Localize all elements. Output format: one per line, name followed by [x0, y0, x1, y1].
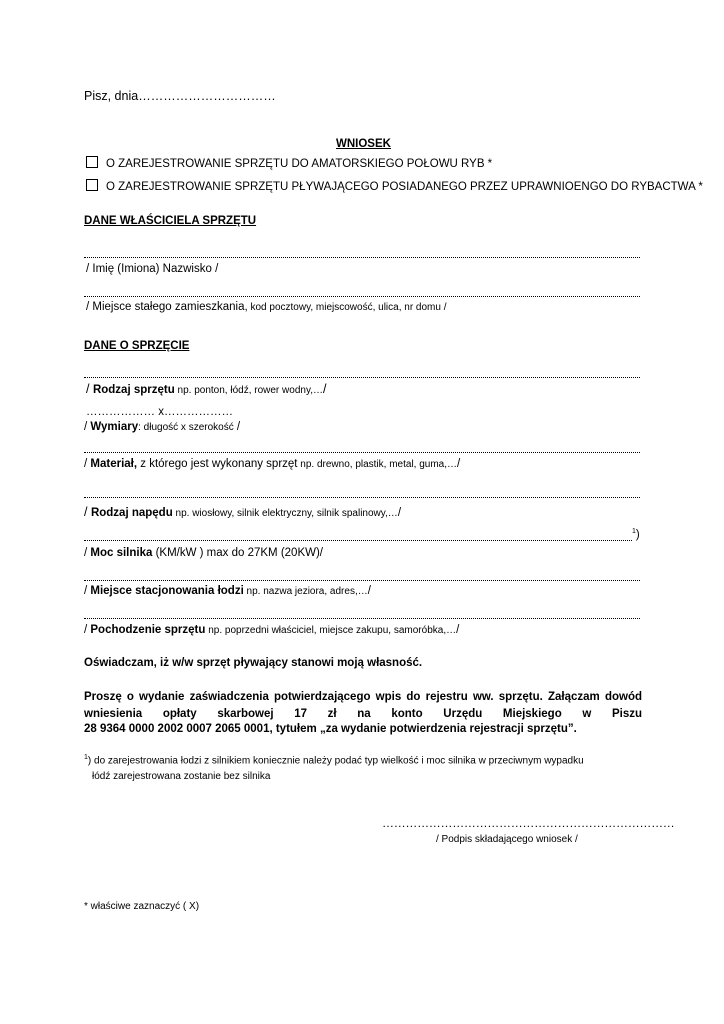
request-line-3: 28 9364 0000 2002 0007 2065 0001, tytułem „za wydanie potwierdzenia rejestracji sprzętu”.: [84, 723, 577, 735]
dimensions-field[interactable]: ……………… x………………: [86, 406, 233, 418]
option-fishery-equipment[interactable]: [86, 179, 703, 193]
address-label: / Miejsce stałego zamieszkania, kod pocztowy, miejscowość, ulica, nr domu /: [86, 301, 447, 313]
signature-field[interactable]: …………………………………………………………………: [382, 816, 675, 830]
footnote-line-2: łódź zarejestrowana zostanie bez silnika: [92, 771, 271, 782]
origin-field[interactable]: [84, 616, 640, 619]
signature-label: / Podpis składającego wniosek /: [436, 834, 578, 845]
power-label: / Moc silnika (KM/kW ) max do 27KM (20KW)/: [84, 547, 323, 559]
name-field[interactable]: [84, 255, 640, 258]
equipment-type-field[interactable]: [84, 375, 640, 378]
form-title: WNIOSEK: [336, 138, 391, 150]
checkbox-icon[interactable]: [86, 179, 98, 191]
footnote-line-1: $^1$) do zarejestrowania łodzi z silnikiem koniecznie należy podać typ wielkość i moc silnika w przeciwnym wypadku: [84, 754, 584, 767]
drive-field[interactable]: [84, 495, 640, 498]
power-footnote-ref: $^1$): [632, 528, 640, 541]
material-label: / Materiał, z którego jest wykonany sprzęt np. drewno, plastik, metal, guma,…/: [84, 458, 461, 470]
address-field[interactable]: [84, 294, 640, 297]
equipment-heading: DANE O SPRZĘCIE: [84, 340, 190, 352]
request-line-2: wniesienia opłaty skarbowej 17 zł na konto Urzędu Miejskiego w Piszu: [84, 708, 642, 720]
material-field[interactable]: [84, 450, 640, 453]
equipment-type-label: / Rodzaj sprzętu np. ponton, łódź, rower wodny,…/: [86, 382, 327, 396]
option-label: O ZAREJESTROWANIE SPRZĘTU PŁYWAJĄCEGO POSIADANEGO PRZEZ UPRAWNIOENGO DO RYBACTWA *: [106, 181, 703, 193]
origin-label: / Pochodzenie sprzętu np. poprzedni właściciel, miejsce zakupu, samoróbka,…/: [84, 624, 460, 636]
option-amateur-fishing[interactable]: [86, 156, 492, 170]
request-line-1: Proszę o wydanie zaświadczenia potwierdzającego wpis do rejestru ww. sprzętu. Załączam dowód: [84, 691, 642, 703]
ownership-declaration: Oświadczam, iż w/w sprzęt pływający stanowi moją własność.: [84, 657, 423, 669]
power-field[interactable]: [84, 538, 632, 541]
mooring-field[interactable]: [84, 578, 640, 581]
place-date: Pisz, dnia……………………………: [84, 89, 276, 103]
asterisk-note: * właściwe zaznaczyć ( X): [84, 901, 200, 912]
owner-heading: DANE WŁAŚCICIELA SPRZĘTU: [84, 215, 257, 227]
dimensions-label: / Wymiary: długość x szerokość /: [84, 421, 241, 433]
name-label: / Imię (Imiona) Nazwisko /: [86, 263, 219, 275]
checkbox-icon[interactable]: [86, 156, 98, 168]
option-label: O ZAREJESTROWANIE SPRZĘTU DO AMATORSKIEGO POŁOWU RYB *: [106, 158, 493, 170]
mooring-label: / Miejsce stacjonowania łodzi np. nazwa jeziora, adres,…/: [84, 585, 371, 597]
drive-label: / Rodzaj napędu np. wiosłowy, silnik elektryczny, silnik spalinowy,…/: [84, 505, 402, 519]
